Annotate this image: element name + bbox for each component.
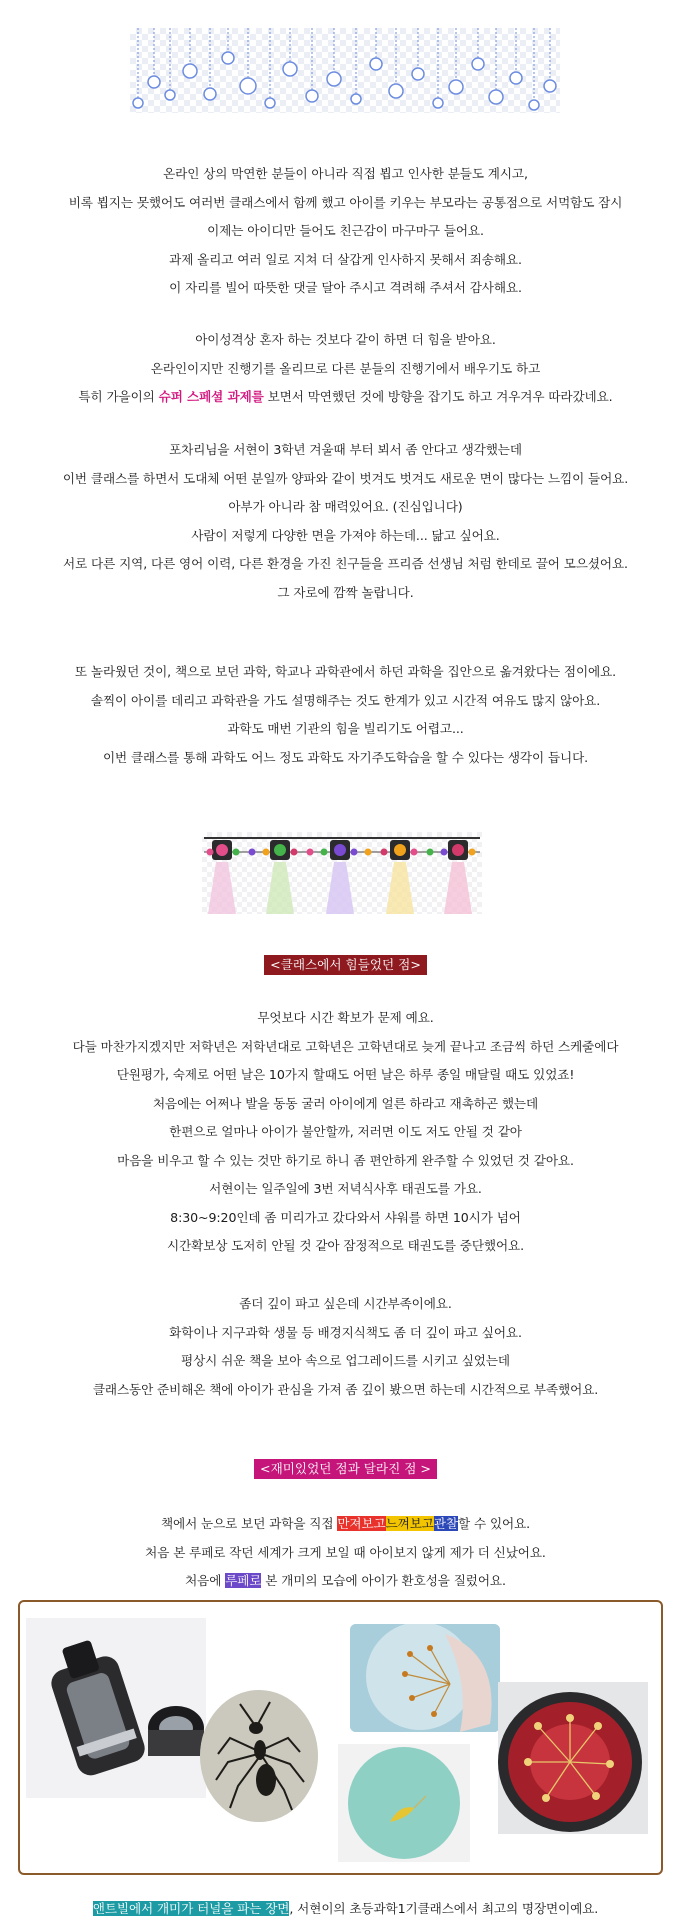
science-line: 솔찍이 아이를 데리고 과학관을 가도 설명해주는 것도 한계가 있고 시간적 여유도 많지 않아요.	[90, 692, 601, 708]
bulb-icon	[249, 849, 256, 856]
difficult-tag: <클래스에서 힘들었던 점>	[264, 955, 427, 975]
spotlight-lens-icon	[334, 844, 346, 856]
teamwork-line-post: 보면서 막연했던 것에 방향을 잡기도 하고 겨우겨우 따라갔네요.	[263, 389, 613, 404]
ball-ornament-icon	[327, 72, 341, 86]
fun-tag: <재미있었던 점과 달라진 점 >	[254, 1459, 437, 1479]
flower-macro-photo[interactable]	[350, 1624, 500, 1732]
ball-ornament-icon	[283, 62, 297, 76]
spotlight-lens-icon	[452, 844, 464, 856]
intro-paragraph	[0, 160, 691, 303]
ball-ornament-icon	[204, 88, 216, 100]
ball-ornament-icon	[472, 58, 484, 70]
teacher-line: 이번 클래스를 하면서 도대체 어떤 분일까 양파와 같이 벗겨도 벗겨도 새로운 면이 많다는 느낌이 들어요.	[62, 470, 629, 486]
ball-ornament-icon	[183, 64, 197, 78]
bulb-icon	[307, 849, 314, 856]
flower-stamen-icon	[350, 1624, 500, 1732]
difficult-line: 8:30~9:20인데 좀 미리가고 갔다와서 샤워를 하면 10시가 넘어	[170, 1209, 521, 1225]
difficult-section-header	[0, 954, 691, 975]
bulb-icon	[207, 849, 214, 856]
ball-ornament-icon	[165, 90, 175, 100]
teamwork-line	[0, 383, 691, 412]
ball-ornament-icon	[449, 80, 463, 94]
fun-line	[0, 1510, 691, 1539]
ant-magnified-photo[interactable]	[200, 1690, 318, 1822]
ball-ornament-icon	[306, 90, 318, 102]
ball-ornament-icon	[222, 52, 234, 64]
difficult-line: 무엇보다 시간 확보가 문제 예요.	[257, 1010, 434, 1025]
ball-ornament-icon	[133, 98, 143, 108]
bulb-icon	[263, 849, 270, 856]
red-flower-icon	[498, 1682, 648, 1834]
microscope-icon	[26, 1618, 206, 1798]
loupe-highlight: 루페로	[225, 1573, 262, 1588]
light-beam	[386, 862, 414, 914]
feel-highlight: 느껴보고	[385, 1516, 434, 1531]
bulb-icon	[381, 849, 388, 856]
light-beam	[266, 862, 294, 914]
time-line: 좀더 깊이 파고 싶은데 시간부족이에요.	[239, 1296, 452, 1311]
teacher-line: 포차리님을 서현이 3학년 겨울때 부터 뵈서 좀 안다고 생각했는데	[169, 442, 522, 457]
bulb-icon	[441, 849, 448, 856]
closing-post: , 서현이의 초등과학1기클래스에서 최고의 명장면이예요.	[289, 1901, 599, 1916]
ball-ornament-icon	[544, 80, 556, 92]
bulb-icon	[291, 849, 298, 856]
bulb-icon	[427, 849, 434, 856]
ball-ornament-icon	[240, 78, 256, 94]
light-beam	[326, 862, 354, 914]
ball-ornament-icon	[148, 76, 160, 88]
ball-ornament-icon	[510, 72, 522, 84]
bulb-icon	[411, 849, 418, 856]
difficult-line: 단원평가, 숙제로 어떤 날은 10가지 할때도 어떤 날은 하루 종일 매달릴 때도 있었죠!	[116, 1067, 575, 1082]
light-beam	[444, 862, 472, 914]
fun-section-header	[0, 1458, 691, 1479]
teacher-line: 아부가 아니라 참 매력있어요. (진심입니다)	[228, 499, 463, 514]
bulb-icon	[351, 849, 358, 856]
closing-text	[0, 1898, 691, 1920]
petal-icon	[338, 1744, 470, 1862]
difficult-line: 서현이는 일주일에 3번 저녁식사후 태권도를 가요.	[209, 1181, 482, 1196]
ball-ornament-icon	[412, 68, 424, 80]
teacher-line: 사람이 저렇게 다양한 면을 가져야 하는데... 닮고 싶어요.	[191, 527, 500, 543]
fun-line-post: 본 개미의 모습에 아이가 환호성을 질렀어요.	[261, 1573, 506, 1588]
time-line: 화학이나 지구과학 생물 등 배경지식책도 좀 더 깊이 파고 싶어요.	[169, 1324, 522, 1340]
observe-highlight: 관찰	[433, 1516, 458, 1531]
photo-collage	[18, 1600, 663, 1875]
bulb-icon	[365, 849, 372, 856]
hanging-balls-ornament	[130, 28, 560, 113]
stage-lights-icon	[202, 832, 482, 914]
time-line: 클래스동안 준비해온 책에 아이가 관심을 가져 좀 깊이 봤으면 하는데 시간적으로 부족했어요.	[92, 1381, 599, 1397]
time-line: 평상시 쉬운 책을 보아 속으로 업그레이드를 시키고 싶었는데	[181, 1353, 510, 1368]
ant-icon	[200, 1690, 318, 1822]
difficult-line: 한편으로 얼마나 아이가 불안할까, 저러면 이도 저도 안될 것 같아	[169, 1124, 522, 1139]
antville-highlight: 앤트빌에서 개미가 터널을 파는 장면	[92, 1901, 290, 1916]
science-line: 과학도 매번 기관의 힘을 빌리기도 어렵고...	[227, 721, 464, 736]
petal-macro-photo[interactable]	[338, 1744, 470, 1862]
fun-line-pre: 처음에	[185, 1573, 226, 1588]
teamwork-paragraph	[0, 326, 691, 412]
stage-lights-ornament	[202, 832, 482, 914]
ball-ornament-icon	[529, 100, 539, 110]
ball-ornament-icon	[370, 58, 382, 70]
science-line: 이번 클래스를 통해 과학도 어느 정도 과학도 자기주도학습을 할 수 있다는 생각이 듭니다.	[102, 749, 589, 765]
time-paragraph	[0, 1290, 691, 1404]
ball-ornament-icon	[433, 98, 443, 108]
red-flower-photo[interactable]	[498, 1682, 648, 1834]
fun-line: 처음 본 루페로 작던 세계가 크게 보일 때 아이보지 않게 제가 더 신났어요.	[145, 1544, 546, 1560]
teacher-line: 서로 다른 지역, 다른 영어 이력, 다른 환경을 가진 친구들을 프리즘 선생님 처럼 한데로 끌어 모으셨어요.	[63, 556, 628, 571]
ball-ornament-icon	[351, 94, 361, 104]
difficult-line: 다들 마찬가지겠지만 저학년은 저학년대로 고학년은 고학년대로 늦게 끝나고 조금씩 하던 스케줄에다	[72, 1038, 619, 1054]
light-beam	[208, 862, 236, 914]
intro-line: 이 자리를 빌어 따뜻한 댓글 달아 주시고 격려해 주셔서 감사해요.	[169, 280, 522, 295]
ball-ornament-icon	[389, 84, 403, 98]
intro-line: 비록 뵙지는 못했어도 여러번 클래스에서 함께 했고 아이를 키우는 부모라는 공통점으로 서먹함도 잠시	[68, 194, 623, 210]
fun-line-post: 할 수 있어요.	[458, 1516, 531, 1531]
ball-ornament-icon	[265, 98, 275, 108]
hanging-balls-icon	[130, 28, 560, 113]
bulb-icon	[469, 849, 476, 856]
spotlight-lens-icon	[216, 844, 228, 856]
spotlight-lens-icon	[274, 844, 286, 856]
teamwork-line: 아이성격상 혼자 하는 것보다 같이 하면 더 힘을 받아요.	[195, 332, 496, 347]
intro-line: 이제는 아이디만 들어도 친근감이 마구마구 들어요.	[207, 223, 484, 238]
touch-highlight: 만져보고	[337, 1516, 386, 1531]
bulb-icon	[321, 849, 328, 856]
difficult-line: 시간확보상 도저히 안될 것 같아 잠정적으로 태권도를 중단했어요.	[167, 1238, 524, 1253]
super-special-highlight: 슈퍼 스페셜 과제를	[158, 389, 264, 404]
microscope-photo[interactable]	[26, 1618, 206, 1798]
ball-ornament-icon	[489, 90, 503, 104]
fun-line-pre: 책에서 눈으로 보던 과학을 직접	[160, 1516, 338, 1531]
teamwork-line: 온라인이지만 진행기를 올리므로 다른 분들의 진행기에서 배우기도 하고	[150, 360, 541, 376]
teacher-paragraph	[0, 436, 691, 607]
intro-line: 과제 올리고 여러 일로 지쳐 더 살갑게 인사하지 못해서 죄송해요.	[169, 251, 522, 267]
teamwork-line-pre: 특히 가을이의	[78, 389, 159, 404]
difficult-line: 마음을 비우고 할 수 있는 것만 하기로 하니 좀 편안하게 완주할 수 있었던 것 같아요.	[117, 1152, 574, 1168]
closing-line	[0, 1898, 691, 1920]
difficult-paragraph	[0, 1004, 691, 1261]
science-line: 또 놀라웠던 것이, 책으로 보던 과학, 학교나 과학관에서 하던 과학을 집안으로 옮겨왔다는 점이에요.	[74, 664, 617, 679]
spotlight-lens-icon	[394, 844, 406, 856]
teacher-line: 그 자로에 깜짝 놀랍니다.	[277, 584, 414, 600]
intro-line: 온라인 상의 막연한 분들이 아니라 직접 뵙고 인사한 분들도 계시고,	[163, 166, 528, 181]
fun-paragraph	[0, 1510, 691, 1596]
fun-line	[0, 1567, 691, 1596]
difficult-line: 처음에는 어쩌나 발을 동동 굴러 아이에게 얼른 하라고 재촉하곤 했는데	[152, 1095, 539, 1111]
bulb-icon	[233, 849, 240, 856]
science-paragraph	[0, 658, 691, 772]
